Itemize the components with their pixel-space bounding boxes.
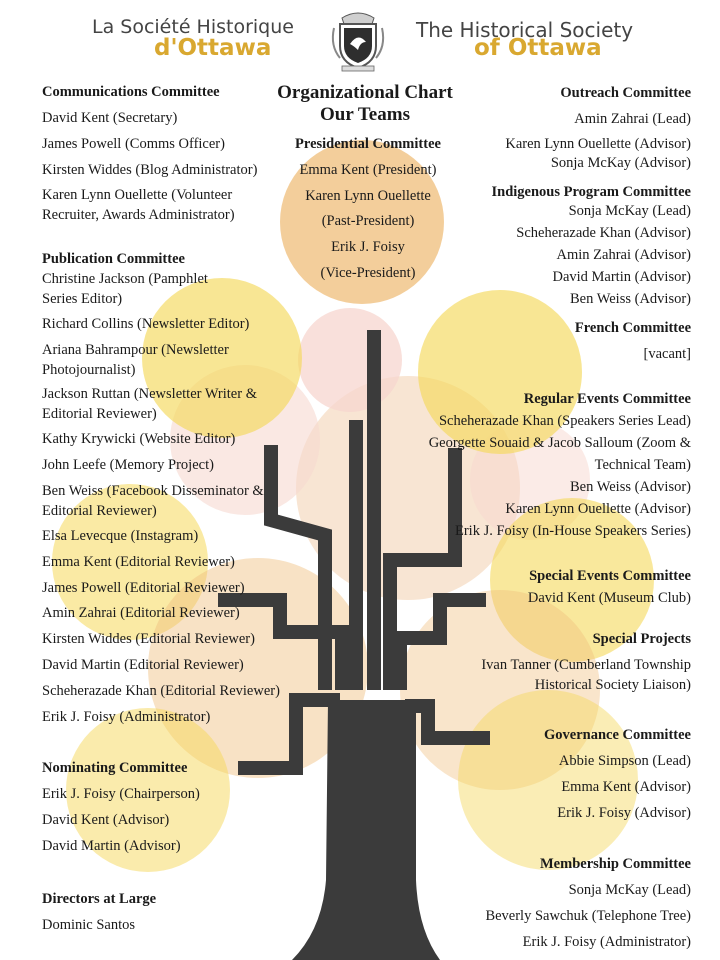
logo-french-line2: d'Ottawa xyxy=(154,35,272,61)
governance-member: Emma Kent (Advisor) xyxy=(561,779,691,795)
regular-events-member: Technical Team) xyxy=(594,457,691,473)
communications-member: James Powell (Comms Officer) xyxy=(42,136,225,152)
branch-right-mid xyxy=(400,600,486,690)
special-events-heading: Special Events Committee xyxy=(529,568,691,584)
regular-events-member: Georgette Souaid & Jacob Salloum (Zoom & xyxy=(428,435,691,451)
publication-member: Kathy Krywicki (Website Editor) xyxy=(42,431,236,447)
presidential-member: Erik J. Foisy xyxy=(331,239,405,255)
indigenous-member: David Martin (Advisor) xyxy=(552,269,691,285)
publication-member: David Martin (Editorial Reviewer) xyxy=(42,657,244,673)
membership-member: Sonja McKay (Lead) xyxy=(568,882,691,898)
chart-title: Organizational Chart xyxy=(277,82,453,103)
presidential-member: Karen Lynn Ouellette xyxy=(305,188,431,204)
chart-subtitle: Our Teams xyxy=(320,104,410,125)
presidential-member: Emma Kent (President) xyxy=(299,162,437,178)
branch-left-low xyxy=(238,700,340,768)
presidential-member: (Vice-President) xyxy=(320,265,416,281)
communications-member: David Kent (Secretary) xyxy=(42,110,178,126)
nominating-heading: Nominating Committee xyxy=(42,760,188,776)
special-projects-member: Historical Society Liaison) xyxy=(534,677,691,693)
indigenous-heading: Indigenous Program Committee xyxy=(491,184,691,200)
communications-heading: Communications Committee xyxy=(42,84,220,100)
publication-member: Christine Jackson (Pamphlet Series Editor) xyxy=(42,271,208,307)
outreach-heading: Outreach Committee xyxy=(560,85,691,101)
publication-member: James Powell (Editorial Reviewer) xyxy=(42,580,245,596)
logo-english[interactable] xyxy=(416,18,676,68)
nominating-member: David Martin (Advisor) xyxy=(42,838,181,854)
branch-right-low xyxy=(405,706,490,738)
logo-french[interactable] xyxy=(92,16,302,66)
directors-heading: Directors at Large xyxy=(42,891,157,907)
membership-member: Erik J. Foisy (Administrator) xyxy=(522,934,691,950)
indigenous-member: Scheherazade Khan (Advisor) xyxy=(516,225,691,241)
special-projects-member: Ivan Tanner (Cumberland Township xyxy=(481,657,691,673)
governance-heading: Governance Committee xyxy=(544,727,691,743)
communications-member: Kirsten Widdes (Blog Administrator) xyxy=(42,162,258,178)
logo-english-line2: of Ottawa xyxy=(474,35,602,61)
indigenous-member: Ben Weiss (Advisor) xyxy=(570,291,691,307)
presidential-member: (Past-President) xyxy=(321,213,415,229)
publication-member: Kirsten Widdes (Editorial Reviewer) xyxy=(42,631,255,647)
publication-member: Ben Weiss (Facebook Disseminator & Editorial Reviewer) xyxy=(42,483,264,519)
indigenous-member: Amin Zahrai (Advisor) xyxy=(556,247,691,263)
indigenous-member: Sonja McKay (Lead) xyxy=(568,203,691,219)
publication-member: Richard Collins (Newsletter Editor) xyxy=(42,316,250,332)
header xyxy=(0,0,720,78)
publication-member: Elsa Levecque (Instagram) xyxy=(42,528,199,544)
governance-member: Erik J. Foisy (Advisor) xyxy=(557,805,691,821)
logo-english-line1: The Historical Society xyxy=(416,18,634,42)
nominating-member: Erik J. Foisy (Chairperson) xyxy=(42,786,200,802)
regular-events-heading: Regular Events Committee xyxy=(523,391,691,407)
publication-member: Amin Zahrai (Editorial Reviewer) xyxy=(42,605,240,621)
publication-member: Scheherazade Khan (Editorial Reviewer) xyxy=(42,683,280,699)
publication-member: John Leefe (Memory Project) xyxy=(42,457,214,473)
outreach-member: Amin Zahrai (Lead) xyxy=(574,111,691,127)
tree-trunk xyxy=(292,700,440,960)
publication-member: Jackson Ruttan (Newsletter Writer & Editorial Reviewer) xyxy=(42,386,257,422)
governance-member: Abbie Simpson (Lead) xyxy=(558,753,691,769)
regular-events-member: Scheherazade Khan (Speakers Series Lead) xyxy=(438,413,691,429)
regular-events-member: Karen Lynn Ouellette (Advisor) xyxy=(505,501,691,517)
publication-member: Erik J. Foisy (Administrator) xyxy=(42,709,211,725)
nominating-member: David Kent (Advisor) xyxy=(42,812,170,828)
outreach-member: Sonja McKay (Advisor) xyxy=(550,155,691,171)
french-heading: French Committee xyxy=(574,320,691,336)
french-member: [vacant] xyxy=(643,346,691,362)
presidential-heading: Presidential Committee xyxy=(295,136,441,152)
logo-french-line1: La Société Historique xyxy=(92,16,294,38)
historical-society-crest-icon xyxy=(328,8,388,72)
membership-member: Beverly Sawchuk (Telephone Tree) xyxy=(485,908,691,924)
communications-member: Karen Lynn Ouellette (Volunteer Recruiter, Awards Administrator) xyxy=(42,187,235,223)
publication-member: Ariana Bahrampour (Newsletter Photojournalist) xyxy=(42,342,229,378)
publication-heading: Publication Committee xyxy=(42,251,185,267)
special-events-member: David Kent (Museum Club) xyxy=(527,590,691,606)
outreach-member: Karen Lynn Ouellette (Advisor) xyxy=(505,136,691,152)
membership-heading: Membership Committee xyxy=(540,856,691,872)
regular-events-member: Ben Weiss (Advisor) xyxy=(570,479,691,495)
directors-member: Dominic Santos xyxy=(42,917,136,933)
regular-events-member: Erik J. Foisy (In-House Speakers Series) xyxy=(455,523,691,539)
publication-member: Emma Kent (Editorial Reviewer) xyxy=(42,554,235,570)
special-projects-heading: Special Projects xyxy=(592,631,691,647)
